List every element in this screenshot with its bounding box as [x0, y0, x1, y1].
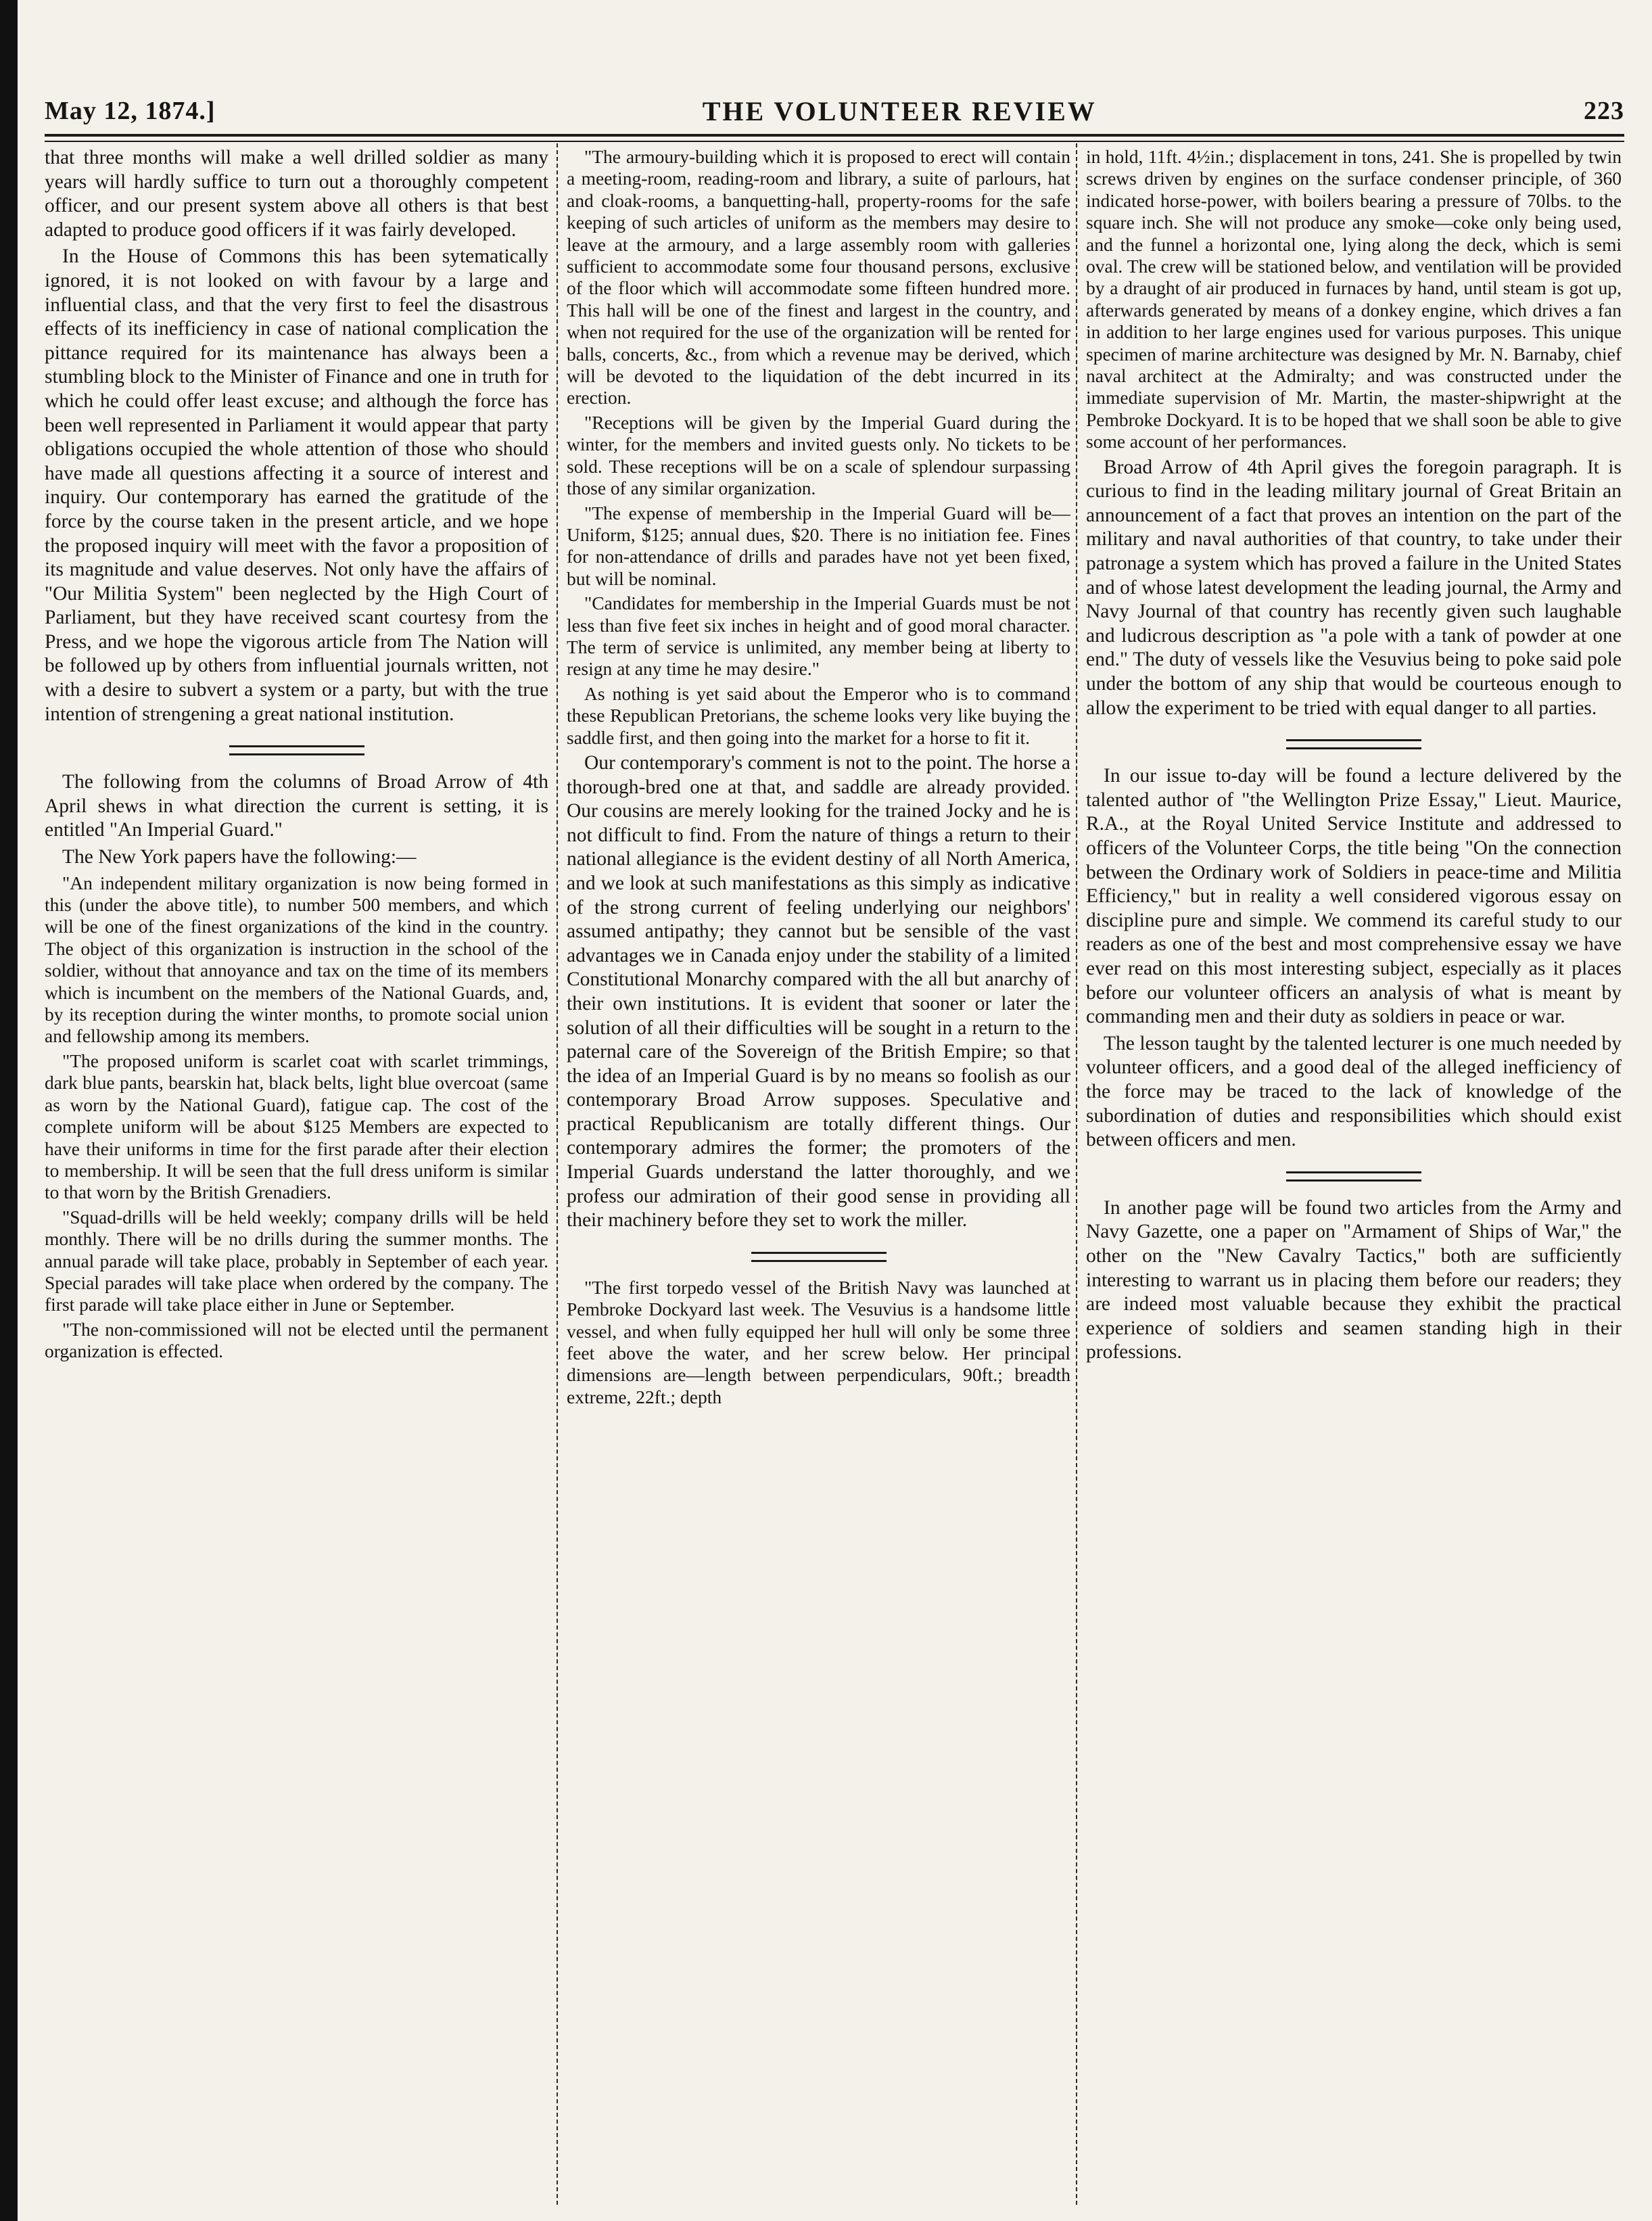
- paragraph: In our issue to-day will be found a lecture delivered by the talented author of "the Wellington Prize Essay," Lieut. Maurice, R.A., at the Royal United Service Institute and addressed to officers of the Volunteer Corps, the title being "On the connection between the Ordinary work of Soldiers in peace-time and Militia Efficiency," but in reality a well considered vigorous essay on discipline pure and simple. We commend its careful study to our readers as one of the best and most comprehensive essay we have ever read on this most interesting subject, especially as it places before our volunteer officers an analysis of what is meant by commanding men and their duty as soldiers in peace or war.: [1086, 765, 1622, 1028]
- section-separator: [1286, 1171, 1421, 1182]
- quoted-paragraph: "Candidates for membership in the Imperial Guards must be not less than five feet six inches in height and of good moral character. The term of service is unlimited, any member being at liberty to resign at any time he may desire.": [567, 592, 1070, 680]
- publication-title: THE VOLUNTEER REVIEW: [702, 95, 1097, 126]
- paragraph: Broad Arrow of 4th April gives the foregoin paragraph. It is curious to find in the leading military journal of Great Britain an announcement of a fact that proves an intention on the part of the military and naval authorities of that country, to take under their patronage a system which has proved a failure in the United States and of whose latest development the leading journal, the Army and Navy Journal of that country has recently given such laughable and ludicrous description as "a pole with a tank of powder at one end." The duty of vessels like the Vesuvius being to poke said pole under the bottom of any ship that would be courteous enough to allow the experiment to be tried with equal danger to all parties.: [1086, 456, 1622, 719]
- quoted-paragraph: "The armoury-building which it is proposed to erect will contain a meeting-room, reading-room and library, a suite of parlours, hat and cloak-rooms, a banquetting-hall, property-rooms for the safe keeping of such articles of uniform as the members may desire to leave at the armoury, and a large assembly room with galleries sufficient to accommodate some four thousand persons, exclusive of the floor which will accommodate some fifteen hundred more. This hall will be one of the finest and largest in the country, and when not required for the use of the organization will be rented for balls, concerts, &c., from which a revenue may be derived, which will be devoted to the liquidation of the debt incurred in its erection.: [567, 146, 1070, 408]
- column-divider: [557, 143, 558, 2205]
- quoted-paragraph: "The proposed uniform is scarlet coat with scarlet trimmings, dark blue pants, bearskin hat, black belts, light blue overcoat (same as worn by the National Guard), fatigue cap. The cost of the complete uniform will be about $125 Members are expected to have their uniforms in time for the first parade after their election to membership. It will be seen that the full dress uniform is similar to that worn by the British Grenadiers.: [45, 1050, 548, 1203]
- quoted-paragraph: "The expense of membership in the Imperial Guard will be—Uniform, $125; annual dues, $20. There is no initiation fee. Fines for non-attendance of drills and parades have not yet been fixed, but will be nominal.: [567, 502, 1070, 589]
- paragraph: Our contemporary's comment is not to the point. The horse a thorough-bred one at that, and saddle are already provided. Our cousins are merely looking for the trained Jocky and he is not difficult to find. From the nature of things a return to their national allegiance is the evident destiny of all North America, and we look at such manifestations as this simply as indicative of the strong current of feeling underlying our neighbors' assumed antipathy; they cannot but be sensible of the vast advantages we in Canada enjoy under the stability of a limited Constitutional Monarchy compared with the all but anarchy of their own institutions. It is evident that sooner or later the solution of all their difficulties will be sought in a return to the paternal care of the Sovereign of the British Empire; so that the idea of an Imperial Guard is by no means so foolish as our contemporary Broad Arrow supposes. Speculative and practical Republicanism are totally different things. Our contemporary admires the former; the promoters of the Imperial Guards understand the latter thoroughly, and we profess our admiration of their good sense in providing all their machinery before they set to work the miller.: [567, 751, 1070, 1232]
- column-1: [45, 146, 548, 2202]
- section-separator: [229, 745, 364, 755]
- paragraph: In another page will be found two articles from the Army and Navy Gazette, one a paper on "Armament of Ships of War," the other on the "New Cavalry Tactics," both are sufficiently interesting to warrant us in placing them before our readers; they are indeed most valuable because they exhibit the practical experience of soldiers and seamen standing high in their professions.: [1086, 1196, 1622, 1363]
- quoted-paragraph: "An independent military organization is now being formed in this (under the above title), to number 500 members, and which will be one of the finest organizations of the kind in the country. The object of this organization is instruction in the school of the soldier, without that annoyance and tax on the time of its members which is incumbent on the members of the National Guards, and, by its reception during the winter months, to promote social union and fellowship among its members.: [45, 872, 548, 1047]
- paragraph: The following from the columns of Broad Arrow of 4th April shews in what direction the current is setting, it is entitled "An Imperial Guard.": [45, 771, 548, 841]
- column-2: [567, 146, 1070, 2202]
- paragraph: In the House of Commons this has been sytematically ignored, it is not looked on with favour by a large and influential class, and that the very first to feel the disastrous effects of its inefficiency in case of national complication the pittance required for its maintenance has always been a stumbling block to the Minister of Finance and one in truth for which he could offer least excuse; and although the force has been well represented in Parliament it would appear that party obligations occupied the whole attention of those who should have made all questions affecting it a source of interest and inquiry. Our contemporary has earned the gratitude of the force by the course taken in the present article, and we hope the proposed inquiry will meet with the favor a proposition of its magnitude and value deserves. Not only have the affairs of "Our Militia System" been neglected by the High Court of Parliament, but they have received scant courtesy from the Press, and we hope the vigorous article from The Nation will be followed up by others from influential journals written, not with a desire to subvert a system or a party, but with the true intention of strengening a great national institution.: [45, 246, 548, 725]
- page-number: 223: [1584, 97, 1624, 125]
- section-separator: [1286, 739, 1421, 749]
- column-divider: [1076, 143, 1077, 2205]
- quoted-paragraph: "Squad-drills will be held weekly; company drills will be held monthly. There will be no drills during the summer months. The annual parade will take place, probably in September of each year. Special parades will take place when ordered by the company. The first parade will take place either in June or September.: [45, 1206, 548, 1315]
- quoted-paragraph: in hold, 11ft. 4½in.; displacement in tons, 241. She is propelled by twin screws driven by engines on the surface condenser principle, of 360 indicated horse-power, with boilers bearing a pressure of 70lbs. to the square inch. She will not produce any smoke—coke only being used, and the funnel a horizontal one, lying along the deck, which is semi oval. The crew will be stationed below, and ventilation will be provided by a draught of air produced in furnaces by hand, until steam is got up, afterwards generated by means of a donkey engine, which drives a fan in addition to her large engines used for various purposes. This unique specimen of marine architecture was designed by Mr. N. Barnaby, chief naval architect at the Admiralty; and was constructed under the immediate supervision of Mr. Martin, the master-shipwright at the Pembroke Dockyard. It is to be hoped that we shall soon be able to give some account of her performances.: [1086, 146, 1622, 452]
- header-rule: [45, 134, 1624, 137]
- section-separator: [751, 1252, 887, 1262]
- masthead: [45, 87, 1624, 135]
- quoted-paragraph: "The first torpedo vessel of the British Navy was launched at Pembroke Dockyard last week. The Vesuvius is a handsome little vessel, and when fully equipped her hull will only be some three feet above the water, and her screw below. Her principal dimensions are—length between perpendiculars, 90ft.; breadth extreme, 22ft.; depth: [567, 1276, 1070, 1407]
- column-3: [1086, 146, 1622, 2202]
- quoted-paragraph: "The non-commissioned will not be elected until the permanent organization is effected.: [45, 1318, 548, 1362]
- header-rule-thin: [45, 141, 1624, 142]
- paragraph: The New York papers have the following:—: [62, 846, 417, 868]
- paragraph: The lesson taught by the talented lecturer is one much needed by volunteer officers, and a good deal of the alleged inefficiency of the force may be traced to the lack of knowledge of the subordination of duties and responsibilities which should exist between officers and men.: [1086, 1032, 1622, 1151]
- issue-date: May 12, 1874.]: [45, 97, 216, 125]
- scan-binding-edge: [0, 0, 18, 2221]
- paragraph: As nothing is yet said about the Emperor who is to command these Republican Pretorians, the scheme looks very like buying the saddle first, and then going into the market for a horse to fit it.: [567, 682, 1070, 748]
- paragraph: that three months will make a well drilled soldier as many years will hardly suffice to turn out a thoroughly competent officer, and our present system above all others is that best adapted to produce good officers if it was fairly developed.: [45, 147, 548, 241]
- quoted-paragraph: "Receptions will be given by the Imperial Guard during the winter, for the members and invited guests only. No tickets to be sold. These receptions will be on a scale of splendour surpassing those of any similar organization.: [567, 411, 1070, 499]
